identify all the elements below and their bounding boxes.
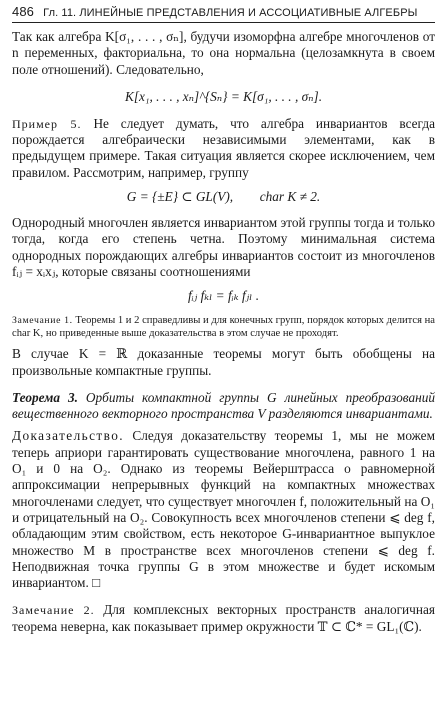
example-5-label: Пример 5. — [12, 116, 82, 131]
remark-1 — [12, 314, 435, 340]
example-5 — [12, 116, 435, 181]
remark-1-label: Замечание 1. — [12, 315, 73, 327]
remark-2-label: Замечание 2. — [12, 603, 95, 618]
paragraph-real-case: В случае K = ℝ доказанные теоремы могут быть обобщены на произвольные компактные группы. — [12, 346, 435, 378]
formula-invariants: K[x₁, . . . , xₙ]^{Sₙ} = K[σ₁, . . . , σₙ]. — [124, 88, 323, 104]
remark-2 — [12, 602, 435, 635]
theorem-3-text: Орбиты компактной группы G линейных преобразований вещественного векторного пространства V разделяются инвариантами. — [12, 389, 435, 422]
formula-relations: fᵢⱼ fₖₗ = fᵢₖ fⱼₗ . — [187, 288, 260, 304]
running-title: Гл. 11. ЛИНЕЙНЫЕ ПРЕДСТАВЛЕНИЯ И АССОЦИАТИВНЫЕ АЛГЕБРЫ — [43, 7, 418, 19]
remark-1-text: Теоремы 1 и 2 справедливы и для конечных групп, порядок которых делится на char K, но приведенные выше доказательства в этом случае не проходят. — [12, 315, 436, 340]
theorem-3 — [12, 390, 435, 423]
proof-label: Доказательство. — [12, 428, 124, 444]
paragraph-homogeneous: Однородный многочлен является инвариантом этой группы тогда и только тогда, когда его степень четна. Поэтому минимальная система однородных порождающих алгебры инвариантов состоит из многочленов fᵢⱼ = xᵢxⱼ, которые связаны соотношениями — [12, 215, 435, 279]
theorem-3-label: Теорема 3. — [12, 389, 78, 405]
paragraph-intro: Так как алгебра K[σ₁, . . . , σₙ], будучи изоморфна алгебре многочленов от n переменных, факториальна, то она нормальна (целозамкнута в своем поле отношений). Следовательно, — [12, 29, 435, 77]
proof-text: Следуя доказательству теоремы 1, мы не можем теперь априори гарантировать существование многочлена, равного 1 на O₁ и 0 на O₂. Однако из теоремы Вейерштрасса о равномерной аппроксимации непрерывных функций на компактных множествах многочленами следует, что существует многочлен f, положительный на O₁ и отрицательный на O₂. Совокупность всех многочленов степени ⩽ deg f, обладающим этим свойством, есть некоторое G-инвариантное выпуклое множество M в пространстве всех многочленов степени ⩽ deg f. Неподвижная точка группы G в этом множестве и будет искомым инвариантом. □ — [12, 428, 435, 591]
formula-group: G = {±E} ⊂ GL(V), char K ≠ 2. — [126, 189, 321, 205]
running-header — [12, 4, 435, 23]
example-5-text: Не следует думать, что алгебра инвариантов всегда порождается алгебраически независимыми элементами, как в предыдущем примере. Такая ситуация является скорее исключением, чем правилом. Рассмотрим, например, группу — [12, 115, 436, 180]
page-number: 486 — [12, 4, 34, 19]
remark-2-text: Для комплексных векторных пространств аналогичная теорема неверна, как показывает пример окружности 𝕋 ⊂ ℂ* = GL₁(ℂ). — [12, 602, 435, 634]
proof — [12, 428, 435, 591]
